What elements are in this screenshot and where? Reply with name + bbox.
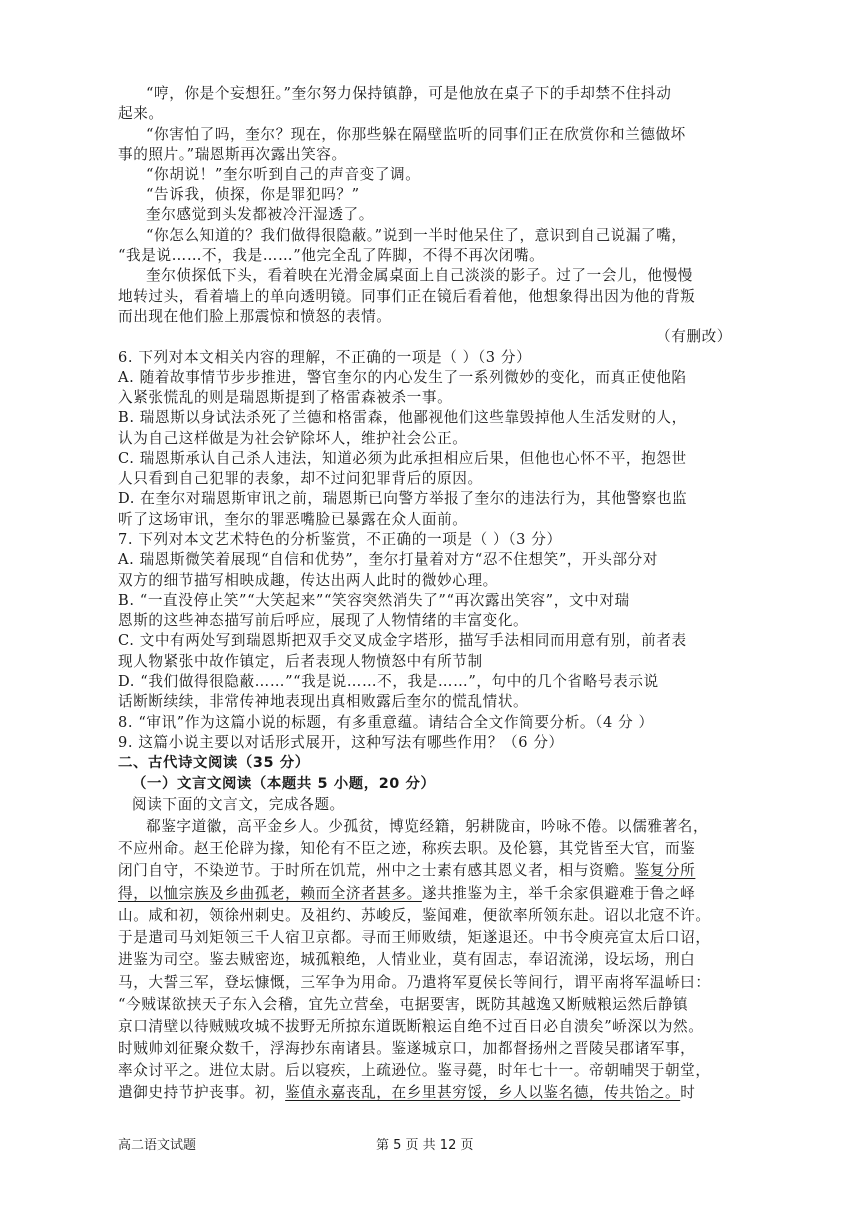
story-line: “我是说……不，我是……”他完全乱了阵脚，不得不再次闭嘴。 [118, 247, 545, 264]
passage-line: 郗鉴字道徽，高平金乡人。少孤贫，博览经籍，躬耕陇亩，吟咏不倦。以儒雅著名， [146, 818, 709, 835]
underlined-sentence: 鉴复分所 [634, 862, 696, 879]
story-line: “告诉我，侦探，你是罪犯吗？” [146, 186, 360, 203]
story-line: “哼，你是个妄想狂。”奎尔努力保持镇静，可是他放在桌子下的手却禁不住抖动 [146, 85, 672, 102]
passage-text: 遂共推鉴为主，举千余家俱避难于鲁之峄 [421, 885, 696, 902]
footer-title: 高二语文试题 [118, 1138, 197, 1153]
story-line: 地转过头，看着墙上的单向透明镜。同事们正在镜后看着他，他想象得出因为他的背叛 [118, 288, 696, 305]
passage-line: 进鉴为司空。鉴去贼密迩，城孤粮绝，人情业业，莫有固志，奉诏流涕，设坛场，刑白 [118, 951, 696, 968]
question-7: 7. 下列对本文艺术特色的分析鉴赏，不正确的一项是（ ）（3 分） [118, 531, 562, 548]
option-line: D. 在奎尔对瑞恩斯审讯之前，瑞恩斯已向警方举报了奎尔的违法行为，其他警察也监 [118, 490, 688, 507]
passage-text: 遣御史持节护丧事。初， [118, 1084, 286, 1101]
option-line: C. 瑞恩斯承认自己杀人违法，知道必须为此承担相应后果，但他也心怀不平，抱怨世 [118, 450, 687, 467]
passage-line [118, 861, 742, 881]
option-line: 现人物紧张中故作镇定，后者表现人物愤怒中有所节制 [118, 653, 483, 670]
page-number: 第 5 页 共 12 页 [376, 1138, 474, 1153]
option-line: 听了这场审讯，奎尔的罪恶嘴脸已暴露在众人面前。 [118, 511, 468, 528]
option-line: A. 瑞恩斯微笑着展现“自信和优势”，奎尔打量着对方“忍不住想笑”，开头部分对 [118, 551, 659, 568]
story-line: “你胡说！”奎尔听到自己的声音变了调。 [146, 166, 421, 183]
story-line: 而出现在他们脸上那震惊和愤怒的表情。 [118, 308, 392, 325]
passage-line [118, 884, 742, 904]
story-line: 奎尔侦探低下头，看着映在光滑金属桌面上自己淡淡的影子。过了一会儿，他慢慢 [146, 267, 693, 284]
reading-instruction: 阅读下面的文言文，完成各题。 [132, 796, 345, 813]
underlined-sentence: 得，以恤宗族及乡曲孤老，赖而全济者甚多。 [118, 885, 422, 902]
option-line: 认为自己这样做是为社会铲除坏人，维护社会公正。 [118, 430, 468, 447]
story-line: “你害怕了吗，奎尔？现在，你那些躲在隔壁监听的同事们正在欣赏你和兰德做坏 [146, 126, 686, 143]
option-line: 话断断续续，非常传神地表现出真相败露后奎尔的慌乱情状。 [118, 693, 529, 710]
passage-line: 率众讨平之。进位太尉。后以寝疾，上疏逊位。鉴寻薨，时年七十一。帝朝晡哭于朝堂， [118, 1062, 711, 1079]
passage-line: 山。咸和初，领徐州刺史。及祖约、苏峻反，鉴闻难，便欲率所领东赴。诏以北寇不许。 [118, 907, 711, 924]
passage-line: “今贼谋欲挟天子东入会稽，宜先立营垒，屯据要害，既防其越逸又断贼粮运然后静镇 [118, 996, 689, 1013]
passage-line: 京口清壁以待贼贼攻城不拔野无所掠东道既断粮运自绝不过百日必自溃矣”峤深以为然。 [118, 1018, 704, 1035]
passage-line [118, 1083, 742, 1103]
passage-line: 于是遣司马刘矩领三千人宿卫京都。寻而王师败绩，矩遂退还。中书令庾亮宣太后口诏， [118, 929, 711, 946]
option-line: 双方的细节描写相映成趣，传达出两人此时的微妙心理。 [118, 572, 498, 589]
option-line: A. 随着故事情节步步推进，警官奎尔的内心发生了一系列微妙的变化，而真正使他陷 [118, 369, 687, 386]
option-line: D. “我们做得很隐蔽……”“我是说……不，我是……”，句中的几个省略号表示说 [118, 673, 659, 690]
passage-text: 闭门自守，不染逆节。于时所在饥荒，州中之士素有感其恩义者，相与资赡。 [118, 862, 635, 879]
option-line: C. 文中有两处写到瑞恩斯把双手交叉成金字塔形，描写手法相同而用意有别，前者表 [118, 632, 687, 649]
passage-line: 马，大誓三军，登坛慷慨，三军争为用命。乃遣将军夏侯长等间行，谓平南将军温峤曰： [118, 974, 711, 991]
story-line: 事的照片。”瑞恩斯再次露出笑容。 [118, 146, 347, 163]
option-line: B. 瑞恩斯以身试法杀死了兰德和格雷森，他鄙视他们这些靠毁掉他人生活发财的人， [118, 409, 687, 426]
story-line: 奎尔感觉到头发都被冷汗湿透了。 [146, 206, 374, 223]
abridged-note: （有删改） [656, 328, 732, 345]
question-8: 8. “审讯”作为这篇小说的标题，有多重意蕴。请结合全文作简要分析。（4 分 ） [118, 714, 654, 731]
subsection-heading: （一）文言文阅读（本题共 5 小题，20 分） [132, 776, 436, 792]
question-9: 9. 这篇小说主要以对话形式展开，这种写法有哪些作用？（6 分） [118, 734, 564, 751]
option-line: B. “一直没停止笑”“大笑起来”“笑容突然消失了”“再次露出笑容”，文中对瑞 [118, 592, 630, 609]
passage-line: 时贼帅刘征聚众数千，浮海抄东南诸县。鉴遂城京口，加都督扬州之晋陵吴郡诸军事， [118, 1040, 696, 1057]
story-line: 起来。 [118, 105, 164, 122]
option-line: 恩斯的这些神态描写前后呼应，展现了人物情绪的丰富变化。 [118, 612, 529, 629]
story-line: “你怎么知道的？我们做得很隐蔽。”说到一半时他呆住了，意识到自己说漏了嘴， [146, 227, 687, 244]
section-heading: 二、古代诗文阅读（35 分） [118, 755, 310, 771]
passage-text: 时 [680, 1084, 696, 1101]
passage-line: 不应州命。赵王伦辟为掾，知伦有不臣之迹，称疾去职。及伦篡，其党皆至大官，而鉴 [118, 840, 696, 857]
option-line: 入紧张慌乱的则是瑞恩斯提到了格雷森被杀一事。 [118, 389, 453, 406]
question-6: 6. 下列对本文相关内容的理解，不正确的一项是（ ）（3 分） [118, 349, 532, 366]
option-line: 人只看到自己犯罪的表象，却不过问犯罪背后的原因。 [118, 470, 483, 487]
underlined-sentence: 鉴值永嘉丧乱，在乡里甚穷馁，乡人以鉴名德，传共饴之。 [285, 1084, 681, 1101]
